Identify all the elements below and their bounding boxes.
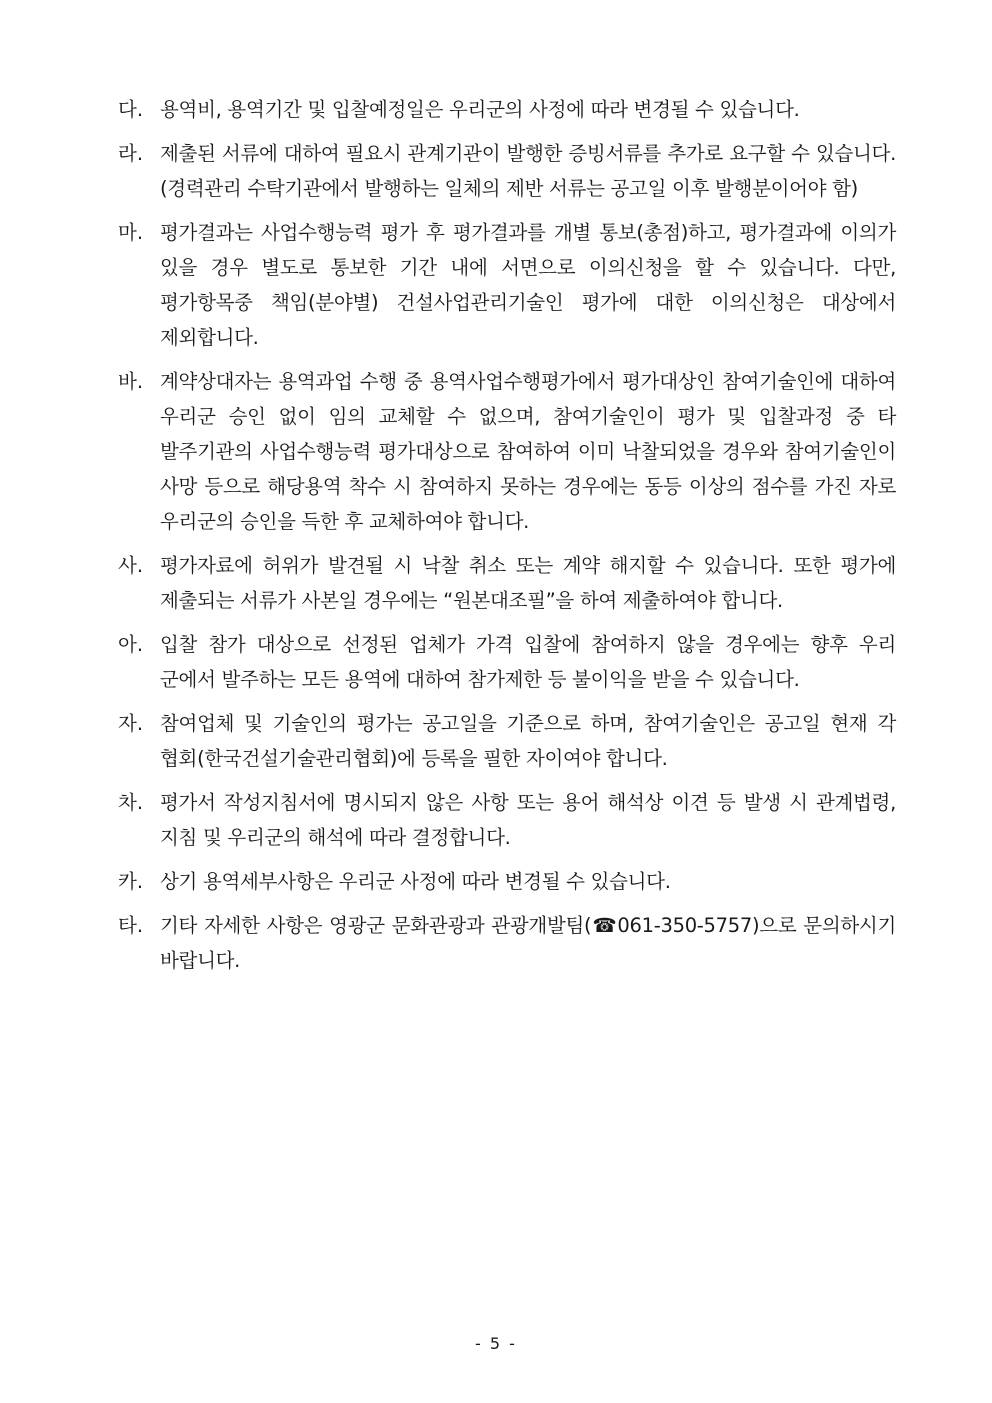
item-text: 제출된 서류에 대하여 필요시 관계기관이 발행한 증빙서류를 추가로 요구할 수 있습니다.(경력관리 수탁기관에서 발행하는 일체의 제반 서류는 공고일 이후 발행분이어야 함) — [160, 142, 896, 200]
item-text: 계약상대자는 용역과업 수행 중 용역사업수행평가에서 평가대상인 참여기술인에 대하여 우리군 승인 없이 임의 교체할 수 없으며, 참여기술인이 평가 및 입찰과정 중 타 발주기관의 사업수행능력 평가대상으로 참여하여 이미 낙찰되었을 경우와 참여기술인이 사망 등으로 해당용역 착수 시 참여하지 못하는 경우에는 동등 이상의 점수를 가진 자로 우리군의 승인을 득한 후 교체하여야 합니다. — [160, 370, 896, 533]
list-item-ta — [118, 908, 896, 978]
item-text: 참여업체 및 기술인의 평가는 공고일을 기준으로 하며, 참여기술인은 공고일 현재 각 협회(한국건설기술관리협회)에 등록을 필한 자이여야 합니다. — [160, 712, 896, 770]
list-item-ba — [118, 364, 896, 539]
item-text: 입찰 참가 대상으로 선정된 업체가 가격 입찰에 참여하지 않을 경우에는 향후 우리 군에서 발주하는 모든 용역에 대하여 참가제한 등 불이익을 받을 수 있습니다. — [160, 633, 896, 691]
item-marker: 사. — [118, 554, 144, 577]
item-text: 기타 자세한 사항은 영광군 문화관광과 관광개발팀(☎061-350-5757)으로 문의하시기 바랍니다. — [160, 914, 896, 972]
list-item-sa — [118, 548, 896, 618]
item-marker: 마. — [118, 221, 144, 244]
list-item-ka — [118, 864, 896, 899]
item-text: 평가결과는 사업수행능력 평가 후 평가결과를 개별 통보(총점)하고, 평가결과에 이의가 있을 경우 별도로 통보한 기간 내에 서면으로 이의신청을 할 수 있습니다. 다만, 평가항목중 책임(분야별) 건설사업관리기술인 평가에 대한 이의신청은 대상에서 제외합니다. — [160, 221, 896, 349]
list-item-da — [118, 92, 896, 127]
list-item-ja — [118, 706, 896, 776]
item-marker: 아. — [118, 633, 144, 656]
list-item-cha — [118, 785, 896, 855]
item-text: 평가자료에 허위가 발견될 시 낙찰 취소 또는 계약 해지할 수 있습니다. 또한 평가에 제출되는 서류가 사본일 경우에는 “원본대조필”을 하여 제출하여야 합니다. — [160, 554, 896, 612]
item-marker: 타. — [118, 914, 144, 937]
item-text: 평가서 작성지침서에 명시되지 않은 사항 또는 용어 해석상 이견 등 발생 시 관계법령, 지침 및 우리군의 해석에 따라 결정합니다. — [160, 791, 896, 849]
item-marker: 카. — [118, 870, 144, 893]
item-marker: 차. — [118, 791, 144, 814]
list-item-ra — [118, 136, 896, 206]
item-text: 용역비, 용역기간 및 입찰예정일은 우리군의 사정에 따라 변경될 수 있습니다. — [160, 98, 800, 121]
item-marker: 라. — [118, 142, 144, 165]
item-marker: 자. — [118, 712, 144, 735]
list-item-ma — [118, 215, 896, 355]
notice-items-list — [118, 92, 896, 987]
item-marker: 다. — [118, 98, 144, 121]
item-marker: 바. — [118, 370, 144, 393]
list-item-a — [118, 627, 896, 697]
item-text: 상기 용역세부사항은 우리군 사정에 따라 변경될 수 있습니다. — [160, 870, 671, 893]
page-number: - 5 - — [475, 1334, 517, 1353]
